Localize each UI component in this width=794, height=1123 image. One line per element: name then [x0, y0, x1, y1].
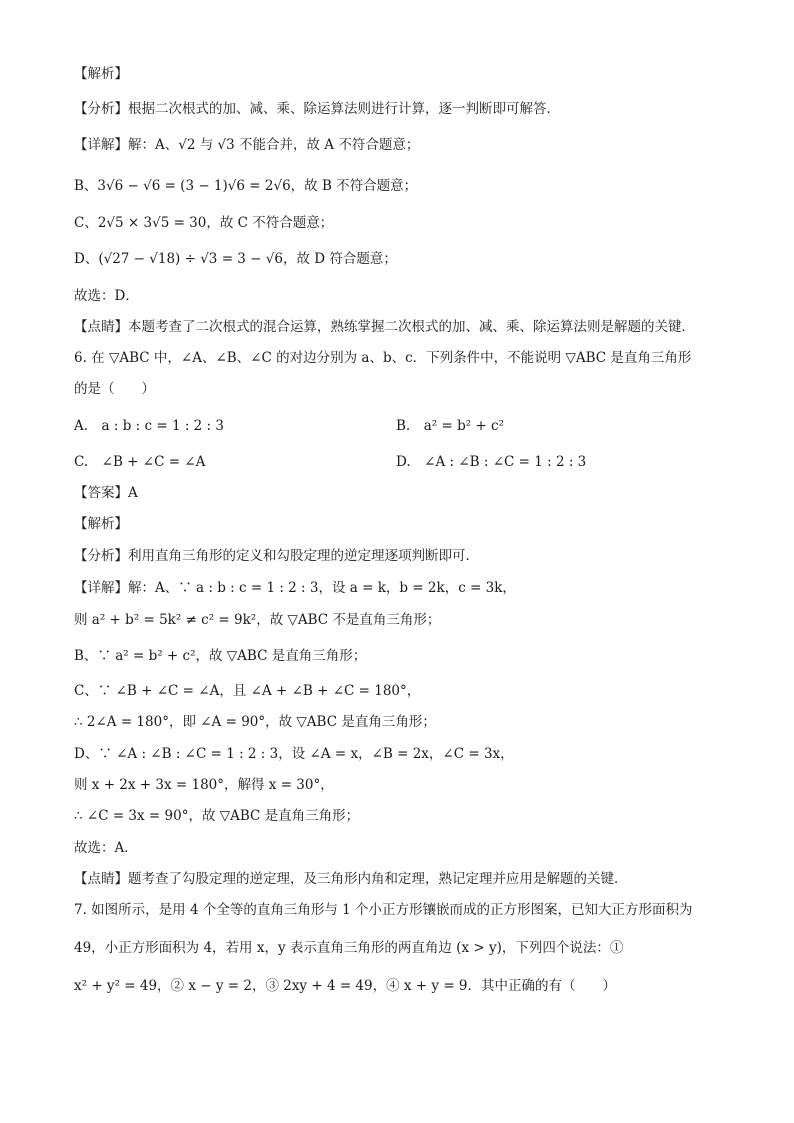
line-step-b-1: B、3√6 − √6 = (3 − 1)√6 = 2√6，故 B 不符合题意； — [74, 178, 418, 194]
line-step-c-1: C、2√5 × 3√5 = 30，故 C 不符合题意； — [74, 215, 334, 231]
line-q6-1: 6. 在 ▽ABC 中，∠A、∠B、∠C 的对边分别为 a、b、c．下列条件中，不能说明 ▽ABC 是直角三角形 — [74, 350, 692, 366]
line-dianjing-1: 【点睛】本题考查了二次根式的混合运算，熟练掌握二次根式的加、减、乘、除运算法则是解题的关键． — [74, 319, 695, 335]
line-step-d-2c: ∴ ∠C = 3x = 90°，故 ▽ABC 是直角三角形； — [74, 808, 360, 824]
line-dianjing-2: 【点睛】题考查了勾股定理的逆定理，及三角形内角和定理，熟记定理并应用是解题的关键． — [74, 871, 628, 887]
line-guxuan-2: 故选：A． — [74, 840, 138, 856]
line-q6-2: 的是（ ） — [74, 381, 155, 397]
line-step-d-2b: 则 x + 2x + 3x = 180°，解得 x = 30°， — [74, 777, 334, 793]
line-step-d-1: D、(√27 − √18) ÷ √3 = 3 − √6，故 D 符合题意； — [74, 251, 397, 267]
line-q7-1: 7. 如图所示，是用 4 个全等的直角三角形与 1 个小正方形镶嵌而成的正方形图案，已知大正方形面积为 — [74, 902, 693, 918]
line-jiexi-2: 【解析】 — [74, 516, 128, 532]
option-d: D. ∠A : ∠B : ∠C = 1 : 2 : 3 — [396, 454, 587, 470]
line-fenxi-1: 【分析】根据二次根式的加、减、乘、除运算法则进行计算，逐一判断即可解答． — [74, 101, 560, 117]
option-c: C. ∠B + ∠C = ∠A — [74, 454, 206, 470]
option-a: A. a : b : c = 1 : 2 : 3 — [74, 418, 224, 434]
line-step-c-2a: C、∵ ∠B + ∠C = ∠A，且 ∠A + ∠B + ∠C = 180°， — [74, 683, 421, 699]
line-q7-3: x² + y² = 49，② x − y = 2，③ 2xy + 4 = 49，④ x + y = 9．其中正确的有（ ） — [74, 978, 617, 994]
option-b: B. a² = b² + c² — [396, 418, 504, 434]
line-jiexi-1: 【解析】 — [74, 66, 128, 82]
line-answer-6: 【答案】A — [74, 485, 138, 501]
line-step-d-2a: D、∵ ∠A : ∠B : ∠C = 1 : 2 : 3，设 ∠A = x，∠B = 2x，∠C = 3x， — [74, 746, 514, 762]
line-q7-2: 49，小正方形面积为 4，若用 x，y 表示直角三角形的两直角边 (x > y)，下列四个说法：① — [74, 940, 624, 956]
line-step-a-2: 则 a² + b² = 5k² ≠ c² = 9k²，故 ▽ABC 不是直角三角形； — [74, 612, 441, 628]
line-xiangjie-1: 【详解】解：A、√2 与 √3 不能合并，故 A 不符合题意； — [74, 137, 420, 153]
line-step-b-2: B、∵ a² = b² + c²，故 ▽ABC 是直角三角形； — [74, 648, 367, 664]
line-guxuan-1: 故选：D． — [74, 288, 139, 304]
line-fenxi-2: 【分析】利用直角三角形的定义和勾股定理的逆定理逐项判断即可． — [74, 548, 479, 564]
line-step-c-2b: ∴ 2∠A = 180°，即 ∠A = 90°，故 ▽ABC 是直角三角形； — [74, 714, 436, 730]
line-xiangjie-2: 【详解】解：A、∵ a : b : c = 1 : 2 : 3，设 a = k，b = 2k，c = 3k， — [74, 580, 516, 596]
